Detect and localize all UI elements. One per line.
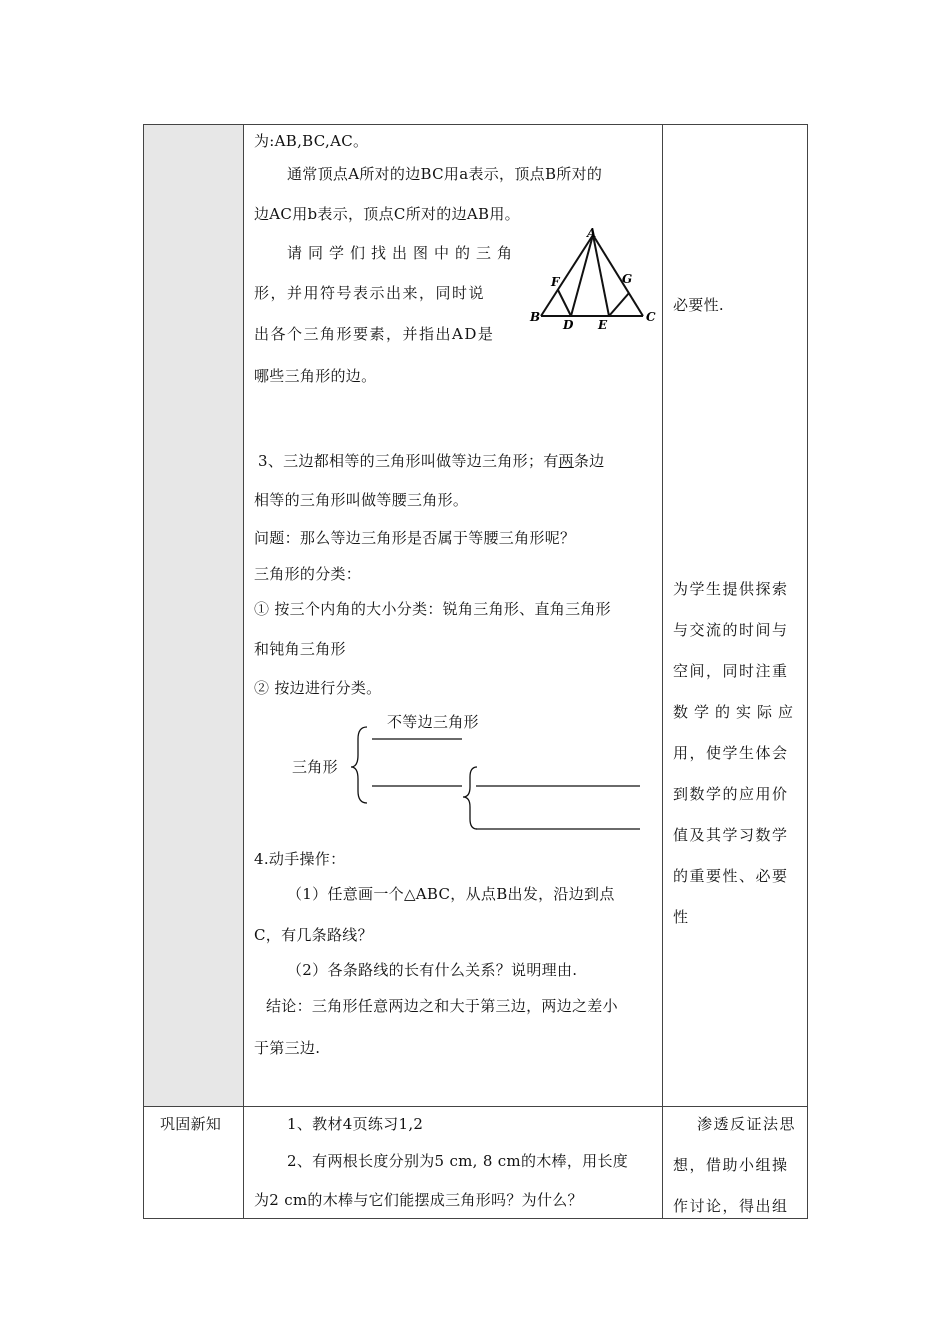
notes-cell xyxy=(662,124,808,1107)
text-line: 哪些三角形的边。 xyxy=(254,367,377,385)
label-C: C xyxy=(646,310,656,324)
text-line: C，有几条路线？ xyxy=(254,926,373,944)
tree-branch-1: 不等边三角形 xyxy=(387,713,479,731)
text-line: ② 按边进行分类。 xyxy=(254,679,382,697)
label-G: G xyxy=(622,272,633,286)
note-line: 为学生提供探索 xyxy=(673,580,789,598)
text-line: 边AC用b表示，顶点C所对的边AB用。 xyxy=(254,205,520,223)
note-line: 到数学的应用价 xyxy=(673,785,789,803)
text-line: 1、教材4页练习1,2 xyxy=(287,1115,424,1133)
section-label-cell xyxy=(143,124,244,1107)
text-line: 出各个三角形要素，并指出AD是 xyxy=(254,325,495,343)
note-line: 作讨论，得出组 xyxy=(673,1197,789,1215)
label-E: E xyxy=(598,318,608,332)
note-line: 的重要性、必要 xyxy=(673,867,789,885)
text-line: 通常顶点A所对的边BC用a表示，顶点B所对的 xyxy=(287,165,603,183)
note-line: 性 xyxy=(673,908,690,926)
note-line: 数学的实际应 xyxy=(673,703,800,721)
text-line: （1）任意画一个△ABC，从点B出发，沿边到点 xyxy=(287,885,615,903)
text-line: 为:AB,BC,AC。 xyxy=(254,132,369,150)
text-line: 相等的三角形叫做等腰三角形。 xyxy=(254,491,469,509)
note-line: 渗透反证法思 xyxy=(697,1115,797,1133)
text-line: 为2 cm的木棒与它们能摆成三角形吗？为什么？ xyxy=(254,1191,583,1209)
label-D: D xyxy=(563,318,574,332)
note-line: 想，借助小组操 xyxy=(673,1156,789,1174)
section-label: 巩固新知 xyxy=(160,1115,222,1133)
text-line: 于第三边. xyxy=(254,1039,321,1057)
text-line: ① 按三个内角的大小分类：锐角三角形、直角三角形 xyxy=(254,600,611,618)
text-line: 3、三边都相等的三角形叫做等边三角形；有两条边 xyxy=(258,452,605,470)
note-line: 与交流的时间与 xyxy=(673,621,789,639)
text-line: 结论：三角形任意两边之和大于第三边，两边之差小 xyxy=(266,997,618,1015)
text-line: （2）各条路线的长有什么关系？说明理由. xyxy=(287,961,578,979)
text-line: 4.动手操作： xyxy=(254,850,346,868)
text-line: 问题：那么等边三角形是否属于等腰三角形呢？ xyxy=(254,529,576,547)
tree-root: 三角形 xyxy=(292,758,338,776)
note-line: 值及其学习数学 xyxy=(673,826,789,844)
triangle-figure xyxy=(525,222,661,338)
note-line: 空间，同时注重 xyxy=(673,662,789,680)
note-text: 必要性. xyxy=(673,296,724,314)
text-line: 和钝角三角形 xyxy=(254,640,346,658)
classification-tree xyxy=(350,725,642,835)
label-B: B xyxy=(530,310,541,324)
text-line: 三角形的分类： xyxy=(254,565,362,583)
label-A: A xyxy=(587,226,597,240)
note-line: 用，使学生体会 xyxy=(673,744,789,762)
text-line: 请同学们找出图中的三角 xyxy=(287,244,519,262)
text-line: 2、有两根长度分别为5 cm, 8 cm的木棒，用长度 xyxy=(287,1152,629,1170)
label-F: F xyxy=(551,275,560,289)
text-line: 形，并用符号表示出来，同时说 xyxy=(254,284,486,302)
